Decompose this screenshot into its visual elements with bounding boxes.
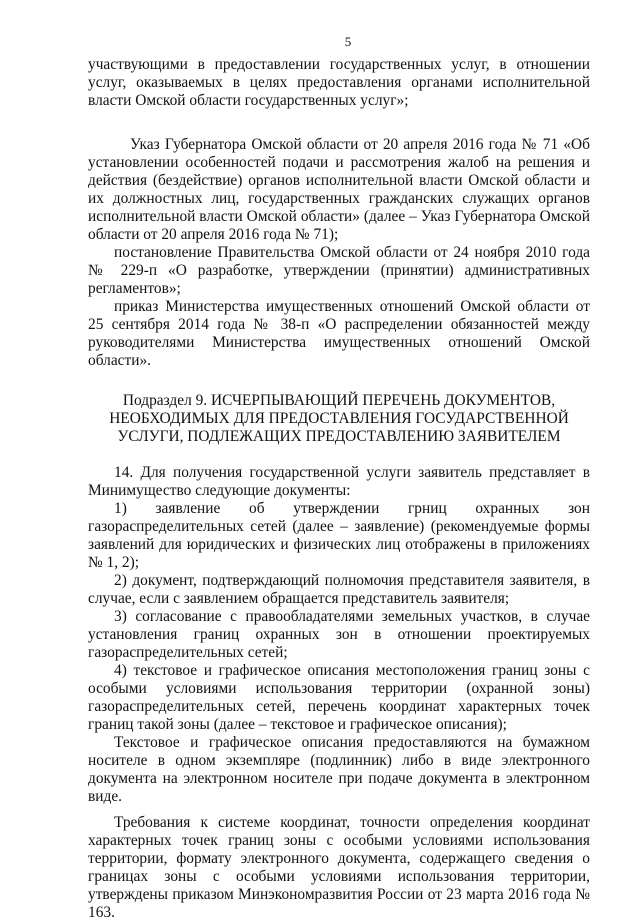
subsection-heading [88,392,590,446]
paragraph-list-item-1: 1) заявление об утверждении грниц охранных зон газораспределительных сетей (далее – заявление) (рекомендуемые формы заявлений для юридических и физических лиц отображены в приложениях № 1, 2); [88,500,590,571]
paragraph-list-item-2: 2) документ, подтверждающий полномочия представителя заявителя, в случае, если с заявлением обращается представитель заявителя; [88,572,590,607]
paragraph-resolution-government: постановление Правительства Омской области от 24 ноября 2010 года № 229-п «О разработке, утверждении (принятии) административных регламентов»; [88,244,590,297]
heading-line-1: Подраздел 9. ИСЧЕРПЫВАЮЩИЙ ПЕРЕЧЕНЬ ДОКУМЕНТОВ, [122,392,556,409]
paragraph-item-14: 14. Для получения государственной услуги заявитель представляет в Минимущество следующие документы: [88,464,590,499]
paragraph-continuation: участвующими в предоставлении государственных услуг, в отношении услуг, оказываемых в целях предоставления органами исполнительной власти Омской области государственных услуг»; [88,56,590,109]
paragraph-coordinate-requirements: Требования к системе координат, точности определения координат характерных точек границ зоны с особыми условиями использования территории, формату электронного документа, содержащего сведения о границах зоны с особыми условиями использования территории, утверждены приказом Минэкономразвития России от 23 марта 2016 года № 163. [88,814,590,921]
paragraph-order-ministry: приказ Министерства имущественных отношений Омской области от 25 сентября 2014 года № 38-п «О распределении обязанностей между руководителями Министерства имущественных отношений Омской области». [88,298,590,369]
paragraph-list-item-4: 4) текстовое и графическое описания местоположения границ зоны с особыми условиями использования территории (охранной зоны) газораспределительных сетей, перечень координат характерных точек границ такой зоны (далее – текстовое и графическое описания); [88,662,590,733]
paragraph-description-delivery: Текстовое и графическое описания предоставляются на бумажном носителе в одном экземпляре (подлинник) либо в виде электронного документа на электронном носителе при подаче документа в электронном виде. [88,734,590,805]
paragraph-list-item-3: 3) согласование с правообладателями земельных участков, в случае установления границ охранных зон в отношении проектируемых газораспределительных сетей; [88,608,590,661]
heading-line-3: УСЛУГИ, ПОДЛЕЖАЩИХ ПРЕДОСТАВЛЕНИЮ ЗАЯВИТЕЛЕМ [117,428,561,445]
page-number: 5 [344,34,352,49]
paragraph-decree-governor: Указ Губернатора Омской области от 20 апреля 2016 года № 71 «Об установлении особенностей подачи и рассмотрения жалоб на решения и действия (бездействие) органов исполнительной власти Омской области и их должностных лиц, государственных гражданских служащих органов исполнительной власти Омской области» (далее – Указ Губернатора Омской области от 20 апреля 2016 года № 71); [88,136,590,243]
heading-line-2: НЕОБХОДИМЫХ ДЛЯ ПРЕДОСТАВЛЕНИЯ ГОСУДАРСТВЕННОЙ [109,410,569,427]
